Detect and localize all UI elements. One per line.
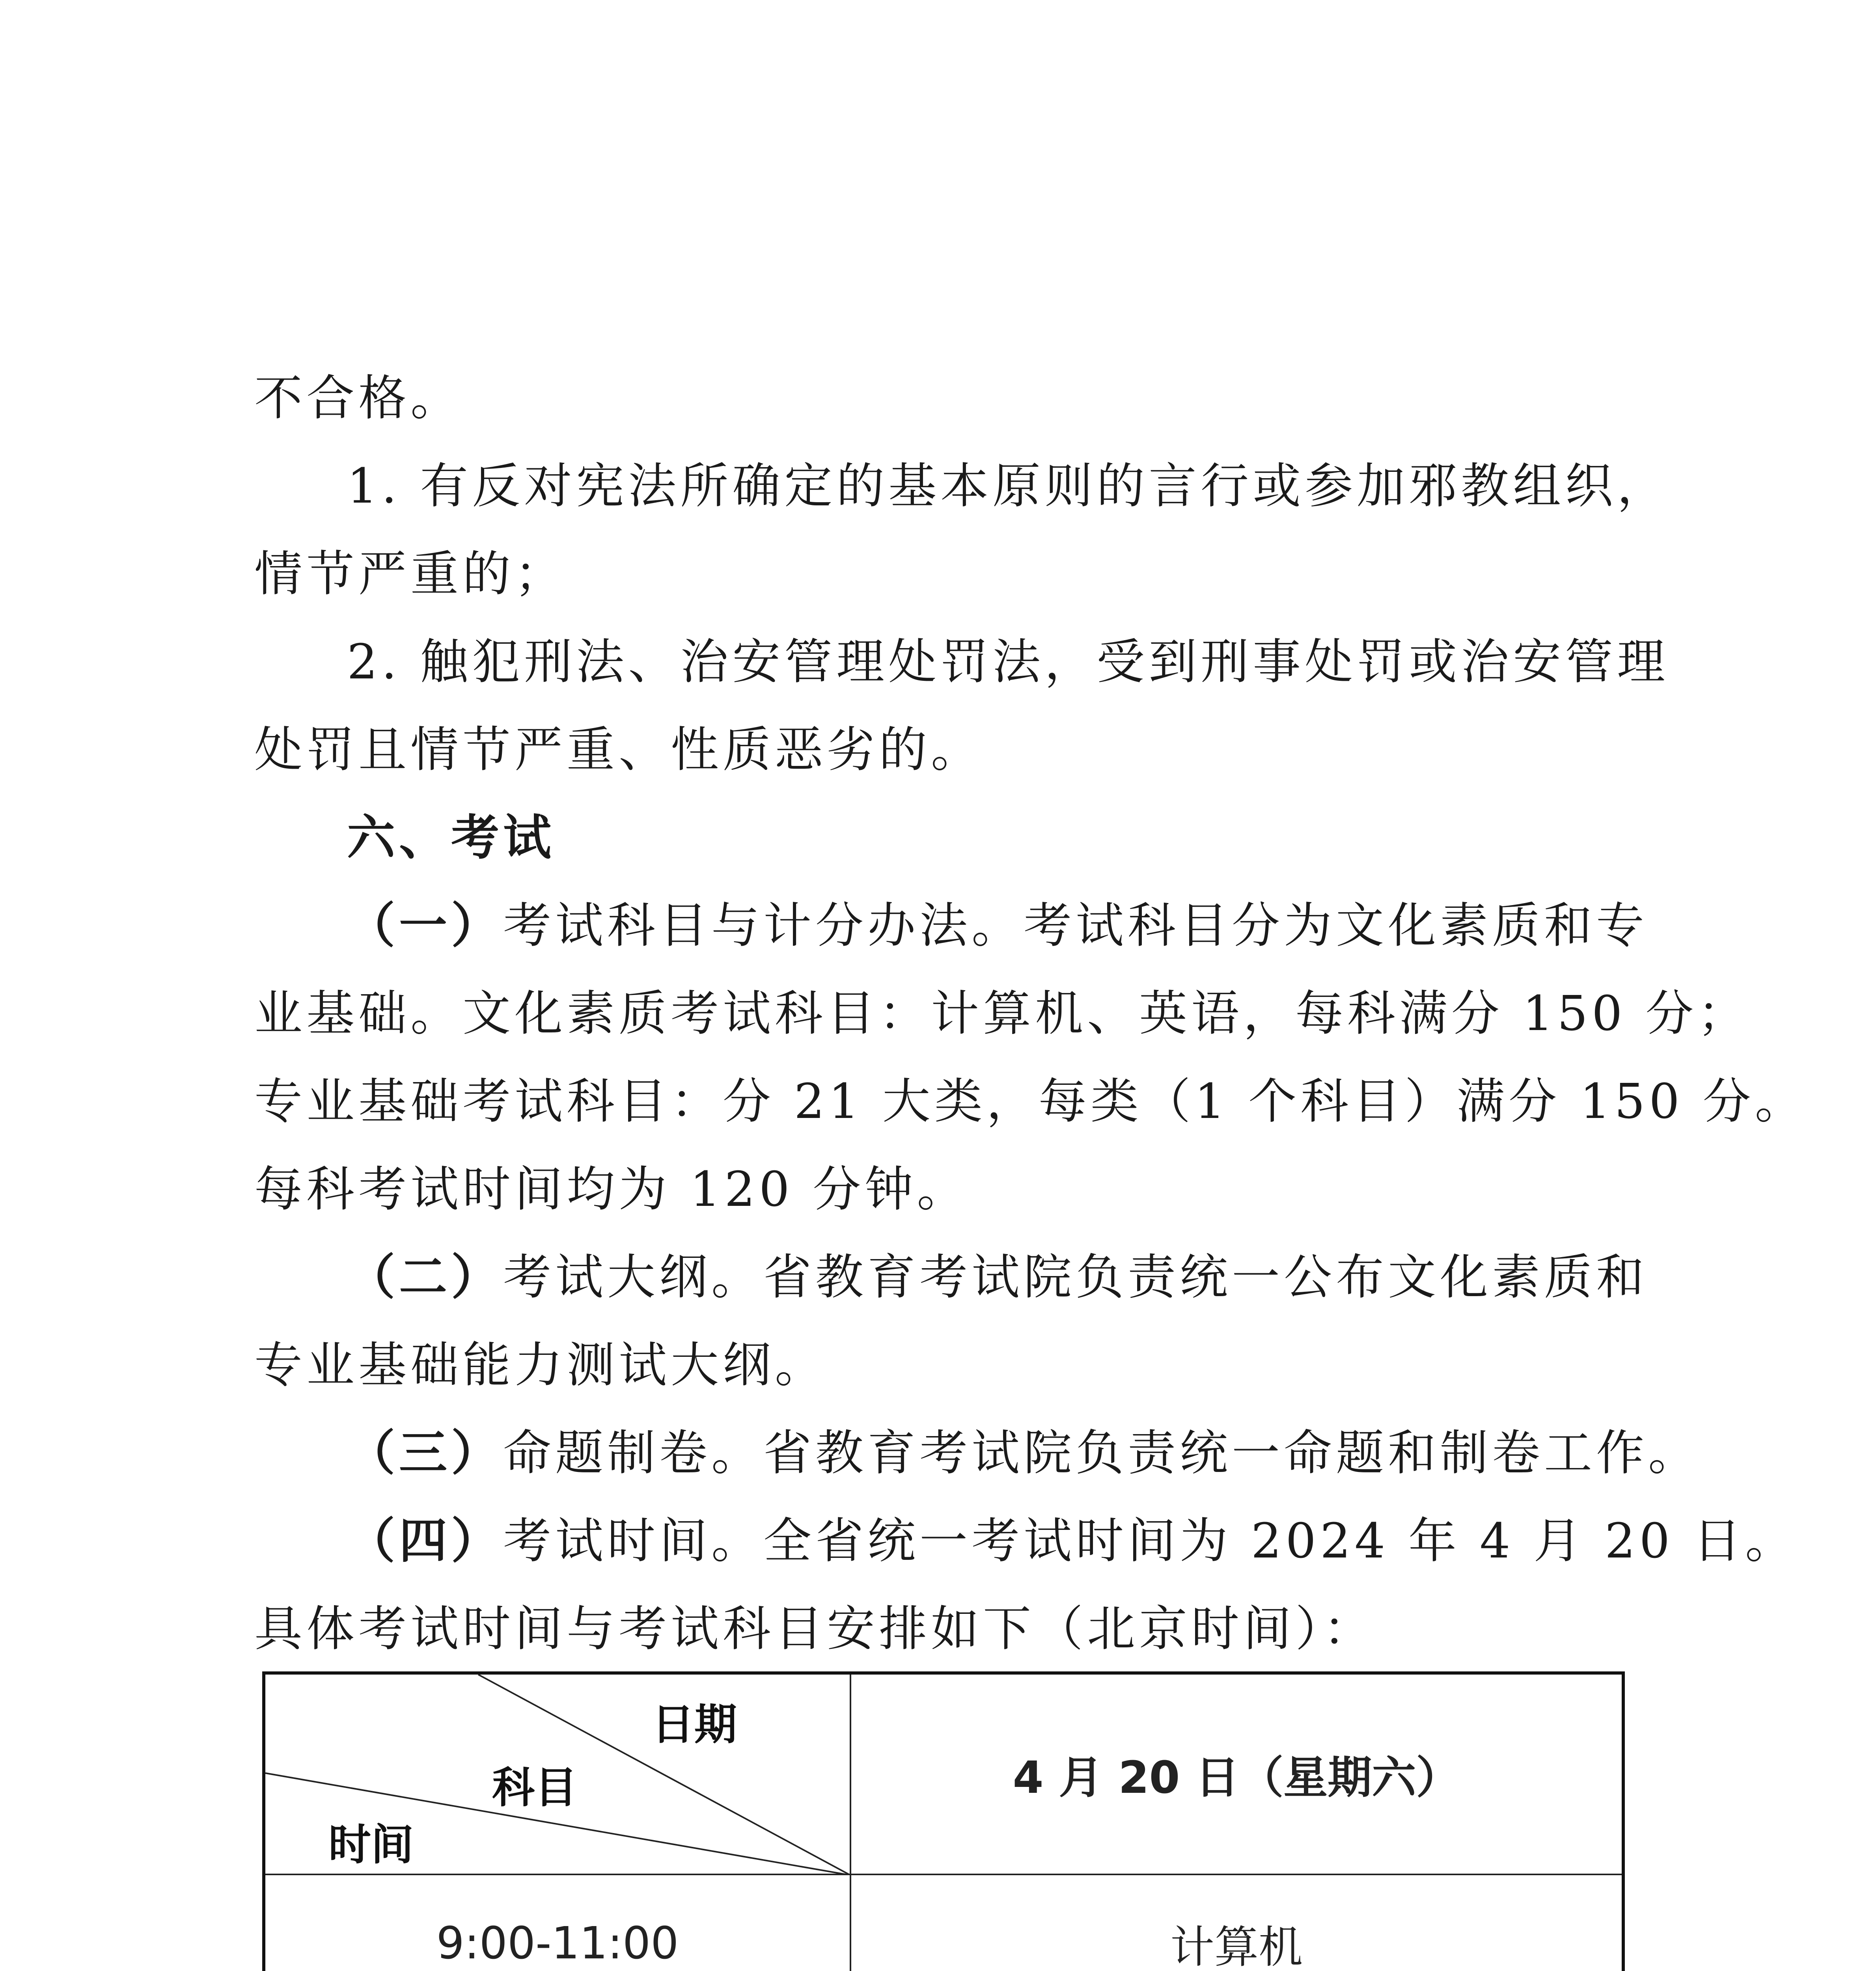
item-text: 考试科目与计分办法。考试科目分为文化素质和专	[503, 898, 1648, 954]
paragraph-line: 1. 有反对宪法所确定的基本原则的言行或参加邪教组织，	[347, 458, 1669, 514]
item-label: （一）	[347, 898, 503, 954]
paragraph-line: 不合格。	[254, 370, 462, 426]
paragraph-line: 2. 触犯刑法、治安管理处罚法，受到刑事处罚或治安管理	[347, 634, 1669, 690]
table-cell-time: 9:00-11:00	[436, 1918, 679, 1969]
corner-label-time: 时间	[328, 1820, 414, 1870]
paragraph-line: 专业基础能力测试大纲。	[254, 1337, 827, 1393]
paragraph-line	[347, 1246, 1648, 1309]
item-text: 考试时间。全省统一考试时间为 2024 年 4 月 20 日。	[503, 1513, 1798, 1569]
corner-label-date: 日期	[652, 1700, 737, 1749]
paragraph-line: 专业基础考试科目：分 21 大类，每类（1 个科目）满分 150 分。	[254, 1073, 1807, 1129]
item-text: 命题制卷。省教育考试院负责统一命题和制卷工作。	[503, 1425, 1700, 1481]
corner-label-subject: 科目	[492, 1763, 578, 1813]
date-header: 4 月 20 日（星期六）	[1013, 1752, 1460, 1803]
paragraph-line: 业基础。文化素质考试科目：计算机、英语，每科满分 150 分；	[254, 986, 1750, 1041]
table-cell-subject: 计算机	[1170, 1921, 1303, 1971]
item-label: （四）	[347, 1513, 503, 1569]
exam-schedule-table	[262, 1671, 1625, 1971]
item-label: （二）	[347, 1249, 503, 1305]
paragraph-line: 具体考试时间与考试科目安排如下（北京时间）：	[254, 1601, 1375, 1657]
paragraph-line	[347, 894, 1648, 957]
paragraph-line: 每科考试时间均为 120 分钟。	[254, 1161, 969, 1217]
paragraph-line	[347, 1421, 1700, 1485]
paragraph-line	[347, 1509, 1798, 1572]
paragraph-line: 情节严重的；	[254, 546, 567, 602]
section-heading: 六、考试	[347, 810, 555, 866]
item-text: 考试大纲。省教育考试院负责统一公布文化素质和	[503, 1249, 1648, 1305]
paragraph-line: 处罚且情节严重、性质恶劣的。	[254, 722, 983, 778]
item-label: （三）	[347, 1425, 503, 1481]
